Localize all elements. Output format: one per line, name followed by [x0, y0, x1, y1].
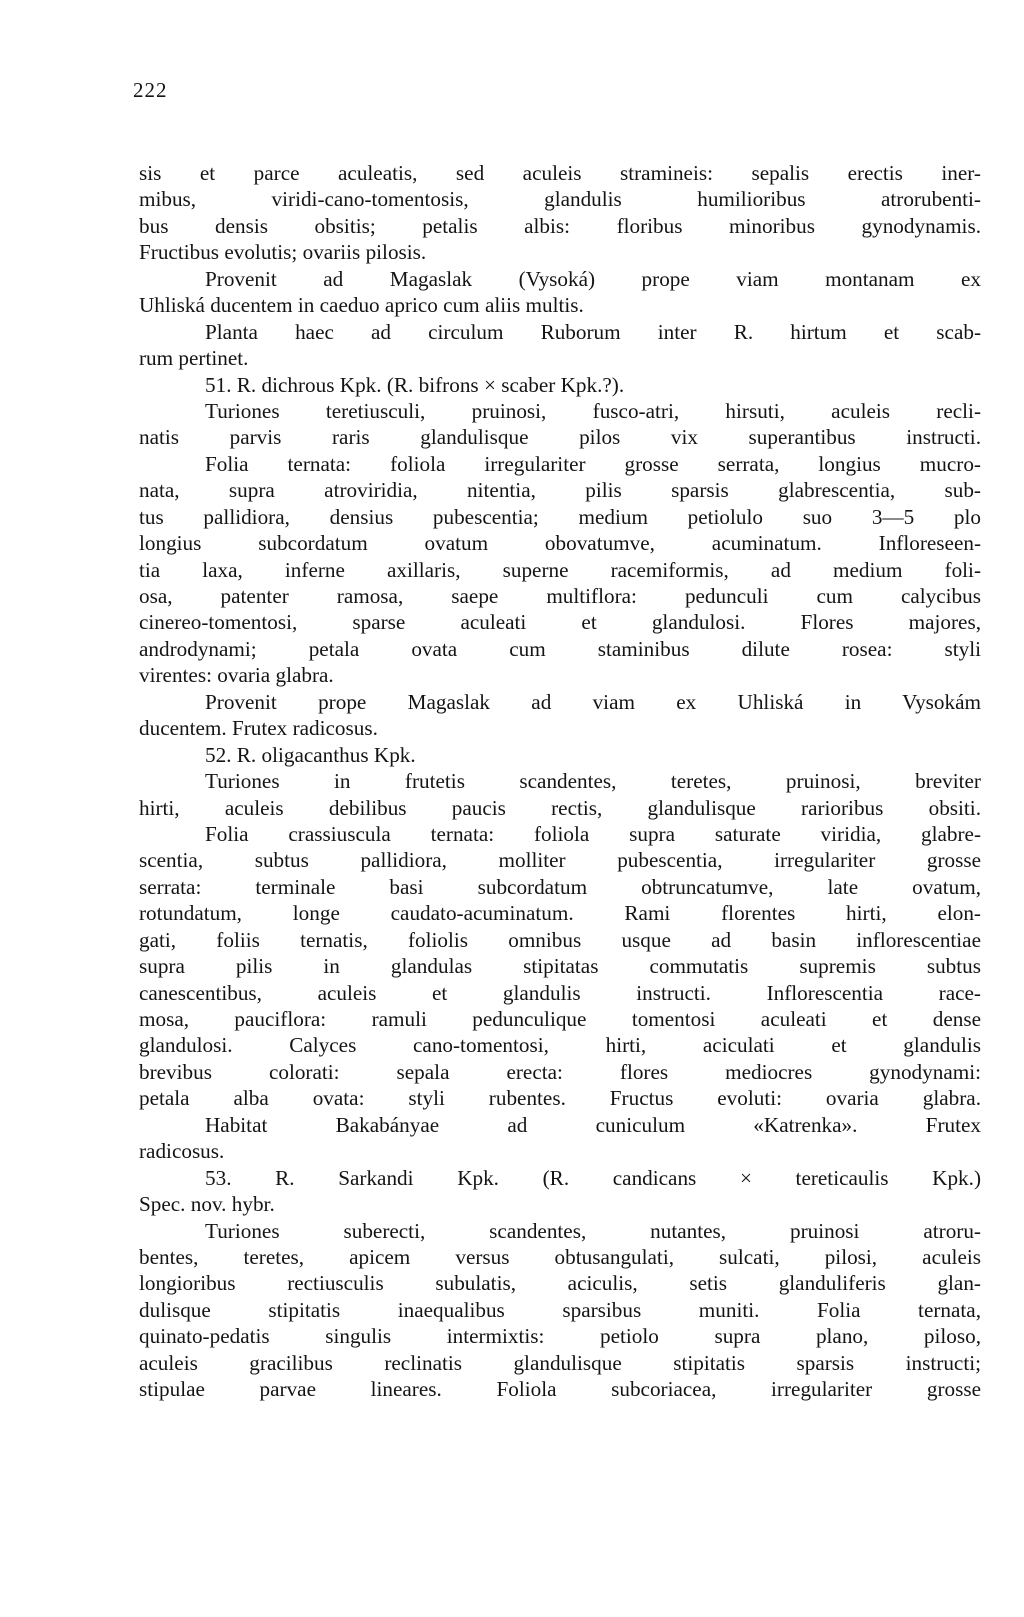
text-line: cinereo-tomentosi, sparse aculeati et glandulosi. Flores majores, — [139, 610, 981, 635]
text-line: Spec. nov. hybr. — [139, 1192, 275, 1217]
text-line: Uhliská ducentem in caeduo aprico cum aliis multis. — [139, 293, 584, 318]
text-line: virentes: ovaria glabra. — [139, 663, 334, 688]
text-line: scentia, subtus pallidiora, molliter pubescentia, irregulariter grosse — [139, 848, 981, 873]
text-line: dulisque stipitatis inaequalibus sparsibus muniti. Folia ternata, — [139, 1297, 981, 1322]
text-line: supra pilis in glandulas stipitatas commutatis supremis subtus — [139, 954, 981, 979]
text-line: aculeis gracilibus reclinatis glandulisque stipitatis sparsis instructi; — [139, 1350, 981, 1375]
text-line: nata, supra atroviridia, nitentia, pilis sparsis glabrescentia, sub- — [139, 478, 981, 503]
document-body — [139, 160, 981, 1403]
text-line: Folia crassiuscula ternata: foliola supra saturate viridia, glabre- — [205, 821, 981, 846]
text-line: Provenit ad Magaslak (Vysoká) prope viam montanam ex — [205, 266, 981, 291]
text-line: stipulae parvae lineares. Foliola subcoriacea, irregulariter grosse — [139, 1377, 981, 1402]
text-line: 52. R. oligacanthus Kpk. — [205, 742, 416, 767]
text-line: rum pertinet. — [139, 346, 249, 371]
text-line: ducentem. Frutex radicosus. — [139, 716, 378, 741]
page-number: 222 — [133, 78, 168, 102]
text-line: Turiones in frutetis scandentes, teretes, pruinosi, breviter — [205, 769, 981, 794]
text-line: longius subcordatum ovatum obovatumve, acuminatum. Infloreseen- — [139, 531, 981, 556]
text-line: tus pallidiora, densius pubescentia; medium petiolulo suo 3—5 plo — [139, 504, 981, 529]
text-line: Planta haec ad circulum Ruborum inter R. hirtum et scab- — [205, 319, 981, 344]
text-line: serrata: terminale basi subcordatum obtruncatumve, late ovatum, — [139, 874, 981, 899]
text-line: mibus, viridi-cano-tomentosis, glandulis humilioribus atrorubenti- — [139, 187, 981, 212]
text-line: brevibus colorati: sepala erecta: flores mediocres gynodynami: — [139, 1059, 981, 1084]
text-line: bentes, teretes, apicem versus obtusangulati, sulcati, pilosi, aculeis — [139, 1244, 981, 1269]
text-line: mosa, pauciflora: ramuli pedunculique tomentosi aculeati et dense — [139, 1007, 981, 1031]
text-line: Folia ternata: foliola irregulariter grosse serrata, longius mucro- — [205, 451, 981, 476]
text-line: tia laxa, inferne axillaris, superne racemiformis, ad medium foli- — [139, 557, 981, 582]
text-line: 51. R. dichrous Kpk. (R. bifrons × scaber Kpk.?). — [205, 372, 625, 397]
text-line: Habitat Bakabányae ad cuniculum «Katrenka». Frutex — [205, 1112, 981, 1137]
text-line: bus densis obsitis; petalis albis: floribus minoribus gynodynamis. — [139, 213, 981, 238]
text-line: rotundatum, longe caudato-acuminatum. Rami florentes hirti, elon- — [139, 901, 981, 926]
text-line: glandulosi. Calyces cano-tomentosi, hirti, aciculati et glandulis — [139, 1033, 981, 1058]
text-line: gati, foliis ternatis, foliolis omnibus usque ad basin inflorescentiae — [139, 927, 981, 952]
text-line: Turiones suberecti, scandentes, nutantes, pruinosi atroru- — [205, 1218, 981, 1243]
text-line: hirti, aculeis debilibus paucis rectis, glandulisque rarioribus obsiti. — [139, 795, 981, 820]
text-line: quinato-pedatis singulis intermixtis: petiolo supra plano, piloso, — [139, 1324, 981, 1349]
text-line: Turiones teretiusculi, pruinosi, fusco-atri, hirsuti, aculeis recli- — [205, 398, 981, 423]
text-line: sis et parce aculeatis, sed aculeis stramineis: sepalis erectis iner- — [139, 161, 981, 185]
text-line: osa, patenter ramosa, saepe multiflora: pedunculi cum calycibus — [139, 584, 981, 608]
text-line: 53. R. Sarkandi Kpk. (R. candicans × tereticaulis Kpk.) — [205, 1165, 981, 1190]
text-line: canescentibus, aculeis et glandulis instructi. Inflorescentia race- — [139, 980, 981, 1005]
text-line: radicosus. — [139, 1139, 225, 1164]
text-line: Fructibus evolutis; ovariis pilosis. — [139, 240, 427, 265]
text-line: natis parvis raris glandulisque pilos vix superantibus instructi. — [139, 425, 981, 450]
text-line: petala alba ovata: styli rubentes. Fructus evoluti: ovaria glabra. — [139, 1086, 981, 1111]
text-line: longioribus rectiusculis subulatis, aciculis, setis glanduliferis glan- — [139, 1271, 981, 1296]
text-line: Provenit prope Magaslak ad viam ex Uhliská in Vysokám — [205, 689, 981, 714]
text-line: androdynami; petala ovata cum staminibus dilute rosea: styli — [139, 636, 981, 661]
